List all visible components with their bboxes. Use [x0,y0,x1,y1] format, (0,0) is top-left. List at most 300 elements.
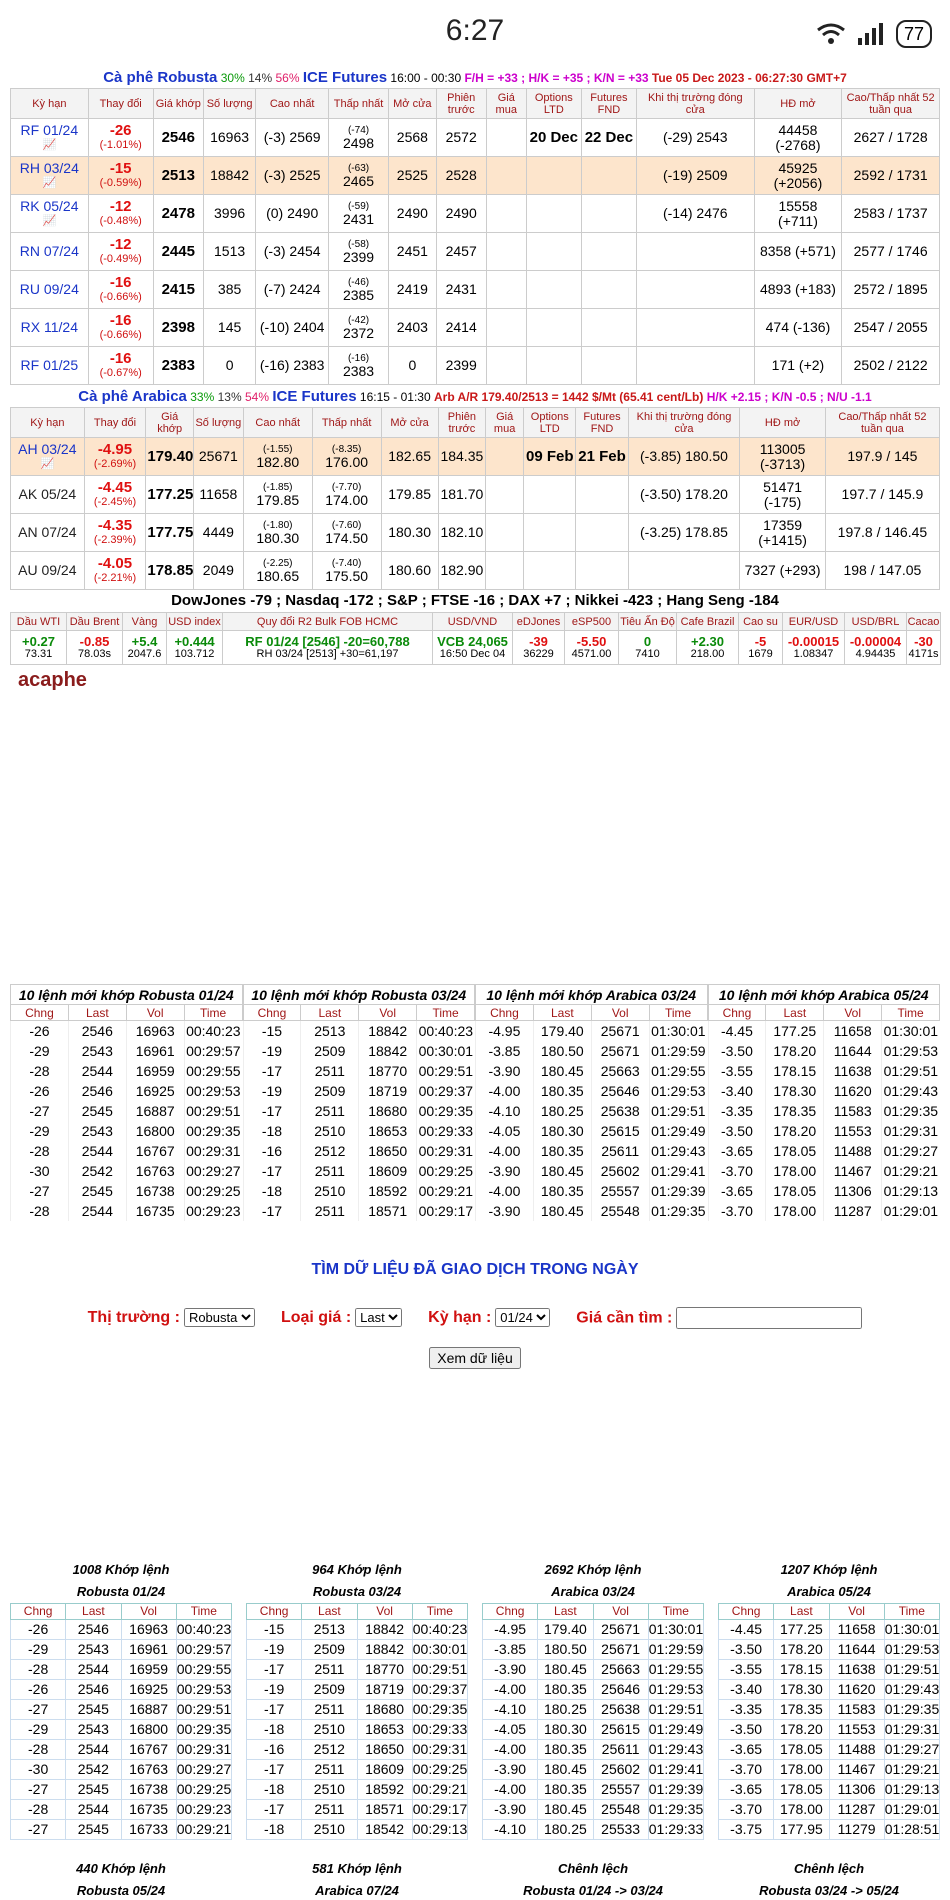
table-row[interactable] [11,552,940,590]
instrument-change: -0.00015 [787,633,840,649]
column-header: Mở cửa [381,408,438,438]
indices-line: DowJones -79 ; Nasdaq -172 ; S&P ; FTSE -16 ; DAX +7 ; Nikkei -423 ; Hang Seng -184 [171,592,779,609]
trade-cell: 2510 [301,1181,359,1201]
trade-cell: 01:30:01 [882,1021,940,1041]
trade-cell: 00:29:23 [186,1202,241,1219]
column-header: USD/VND [433,613,513,631]
change-cell: -16 (-0.66%) [88,271,153,309]
column-header: Khi thị trường đóng cửa [636,89,754,119]
change-pct: (-0.66%) [99,328,142,341]
trade-cell: 01:29:43 [651,1142,706,1159]
view-data-button[interactable]: Xem dữ liệu [429,1347,521,1369]
stats-cell: 11553 [829,1719,884,1739]
column-header: Quy đổi R2 Bulk FOB HCMC [223,613,433,631]
table-row [243,1081,475,1101]
change-value: (-1.85) [263,481,293,493]
instrument-cell[interactable] [565,631,619,665]
trade-cell: 2546 [68,1021,126,1041]
trade-cell: 01:29:49 [651,1122,706,1139]
trade-cell: 00:29:57 [186,1042,241,1059]
change-value: (-63) [347,162,370,174]
open-interest: 15558 (+711) [754,195,842,233]
column-header: Tiêu Ấn Độ [619,613,677,631]
close-value [636,271,754,309]
table-row [11,1819,232,1839]
futures-fnd [581,195,636,233]
change-cell: -15 (-0.59%) [88,157,153,195]
change-cell: -4.45 (-2.45%) [84,476,146,514]
bid [486,514,524,552]
trade-cell: 18609 [359,1161,417,1181]
stats-cell: -3.65 [719,1739,774,1759]
change-pct: (-0.49%) [99,252,142,265]
change-cell: -4.05 (-2.21%) [84,552,146,590]
table-row [708,1141,940,1161]
table-row [483,1659,704,1679]
stats-cell: -4.95 [483,1619,538,1639]
instrument-cell[interactable] [11,631,67,665]
stats-cell: 01:29:53 [648,1681,704,1697]
stats-cell: 18719 [357,1679,412,1699]
instrument-cell[interactable] [123,631,167,665]
stats-cell: 01:29:31 [884,1721,940,1737]
change-cell: -4.35 (-2.39%) [84,514,146,552]
table-row [483,1799,704,1819]
trade-cell: 180.35 [533,1181,591,1201]
trade-cell: -3.85 [476,1041,534,1061]
stats-cell: 180.25 [538,1819,593,1839]
status-bar [0,0,950,68]
trading-hours: 16:00 - 00:30 [390,71,462,85]
contract-cell[interactable] [11,271,89,309]
table-row [11,1639,232,1659]
low [328,157,388,195]
trade-cell: 2512 [301,1141,359,1161]
change-pct: (-0.66%) [99,290,142,303]
close-value: (-19) 2509 [636,157,754,195]
prev: 2399 [436,347,486,385]
trade-cell: 178.20 [766,1121,824,1141]
contract-cell[interactable] [11,514,85,552]
stats-cell: 00:40:23 [412,1621,468,1637]
futures-fnd [581,309,636,347]
stats-table [10,1603,232,1840]
stats-cell: 01:30:01 [648,1621,704,1637]
stats-cell: -3.85 [483,1639,538,1659]
low [312,476,381,514]
table-row[interactable] [11,271,940,309]
trade-cell: 16887 [126,1101,184,1121]
table-row [476,1141,708,1161]
contract-cell[interactable] [11,438,85,476]
instrument-cell[interactable] [167,631,223,665]
stats-cell: -4.10 [483,1699,538,1719]
stats-cell: 2511 [302,1659,357,1679]
trade-cell: 01:29:55 [651,1062,706,1079]
options-ltd: 09 Feb [524,438,576,476]
column-header: Last [301,1005,359,1021]
contract-label: RK 05/24 [20,197,79,214]
trade-table [475,984,708,1221]
stats-cell: 00:29:51 [412,1661,468,1677]
chart-icon[interactable]: 📈 [42,138,57,151]
change-cell: -26 (-1.01%) [88,119,153,157]
contract-label: RF 01/24 [20,121,79,138]
table-row[interactable] [11,195,940,233]
options-ltd: 20 Dec [526,119,581,157]
bid [486,309,526,347]
table-row [476,1081,708,1101]
instrument-price: 73.31 [24,647,53,660]
high: (-3) 2525 [256,157,329,195]
stats-cell: 18650 [357,1739,412,1759]
stats-block [10,1559,232,1840]
close-value: (-3.25) 178.85 [628,514,740,552]
column-header: Chng [708,1005,766,1021]
match-count: 440 Khớp lệnh [76,1860,166,1876]
table-row [11,1619,232,1639]
change-value: (-7.60) [331,519,362,531]
change-value: (-42) [347,314,370,326]
contract-label: RN 07/24 [19,243,79,259]
table-row [719,1619,940,1639]
contract-cell[interactable] [11,476,85,514]
trade-cell: -4.95 [476,1021,534,1041]
table-row [719,1639,940,1659]
instrument-cell[interactable] [677,631,739,665]
change-value: (-16) [347,352,370,364]
table-row[interactable] [11,476,940,514]
stats-cell: -28 [11,1739,66,1759]
table-row [11,1121,243,1141]
contract-cell[interactable] [11,552,85,590]
stats-cell: 16961 [121,1639,176,1659]
price-value: 180.65 [256,567,300,584]
close-value [636,347,754,385]
prev: 2572 [436,119,486,157]
contract-label: RF 01/25 [20,357,79,373]
table-row [708,1061,940,1081]
stats-cell: 11644 [829,1639,884,1659]
instrument-cell[interactable] [513,631,565,665]
trade-cell: 01:29:43 [883,1082,939,1099]
stats-cell: -17 [247,1799,302,1819]
change-cell: -12 (-0.49%) [88,233,153,271]
instrument-change: +0.27 [22,633,55,649]
column-header: Last [774,1603,829,1619]
stats-cell: -28 [11,1799,66,1819]
volume: 2049 [193,552,243,590]
table-row [247,1719,468,1739]
stats-cell: 2509 [302,1679,357,1699]
stats-cell: 11658 [829,1619,884,1639]
stats-cell: 25663 [593,1659,648,1679]
table-row [483,1719,704,1739]
trade-cell: 01:29:21 [883,1162,939,1179]
stats-cell: 01:29:21 [884,1761,940,1777]
trade-cell: -3.65 [708,1181,766,1201]
acaphe-logo[interactable]: acaphe [18,669,87,691]
stats-cell: 11467 [829,1759,884,1779]
instrument-change: 0 [643,633,652,649]
stats-cell: 180.25 [538,1699,593,1719]
pct-neutral: 13% [217,390,242,404]
trade-cell: 178.00 [766,1201,824,1221]
options-ltd [524,476,576,514]
stats-cell: -3.55 [719,1659,774,1679]
trade-cell: 01:29:13 [883,1182,939,1199]
table-row [11,1201,243,1221]
trade-cell: 180.45 [533,1061,591,1081]
table-row [476,1061,708,1081]
stats-cell: 16763 [121,1759,176,1779]
stats-cell: -29 [11,1719,66,1739]
instrument-cell[interactable] [619,631,677,665]
trade-cell: -17 [243,1101,301,1121]
stats-cell: -3.70 [719,1799,774,1819]
column-header: Số lượng [203,89,256,119]
chart-icon[interactable]: 📈 [40,457,55,470]
stats-cell: -18 [247,1719,302,1739]
close-value: (-3.50) 178.20 [628,476,740,514]
prev: 2528 [436,157,486,195]
contract-label: RX 11/24 [20,319,78,335]
stats-cell: 177.25 [774,1619,829,1639]
stats-cell: 01:29:35 [884,1701,940,1717]
stats-cell: -4.00 [483,1679,538,1699]
close-value [628,552,740,590]
trading-hours: 16:15 - 01:30 [359,390,431,404]
stats-cell: 178.30 [774,1679,829,1699]
table-row[interactable] [11,233,940,271]
stats-cell: 18842 [357,1639,412,1659]
table-row [483,1699,704,1719]
table-row [243,1201,475,1221]
table-row[interactable] [11,514,940,552]
trade-cell: -3.90 [476,1201,534,1221]
contract-cell[interactable] [11,157,89,195]
trade-cell: -3.55 [708,1061,766,1081]
trade-cell: 178.20 [766,1041,824,1061]
timestamp: Tue 05 Dec 2023 - 06:27:30 GMT+7 [651,71,847,85]
contract-cell[interactable] [11,119,89,157]
stats-cell: 18609 [357,1759,412,1779]
price-type-label: Loại giá : [280,1309,352,1326]
trade-cell: -4.05 [476,1121,534,1141]
contract-cell[interactable] [11,347,89,385]
column-header: Khi thị trường đóng cửa [628,408,740,438]
trade-cell: 01:29:27 [883,1142,939,1159]
trade-cell: 18842 [359,1021,417,1041]
instrument-cell[interactable] [67,631,123,665]
trade-cell: -3.65 [708,1141,766,1161]
stats-cell: 01:29:27 [884,1741,940,1757]
stats-cell: 2544 [66,1799,121,1819]
table-row[interactable] [11,309,940,347]
instrument-cell[interactable] [433,631,513,665]
trade-cell: 00:29:25 [418,1162,474,1179]
price-type-select[interactable] [355,1308,402,1327]
close-value [636,233,754,271]
stats-cell: 01:29:13 [884,1781,940,1797]
column-header: Futures FND [581,89,636,119]
change-value: (-8.35) [331,443,362,455]
column-header: Kỳ hạn [11,89,89,119]
term-select[interactable] [495,1308,550,1327]
column-header: Time [412,1603,467,1619]
stats-cell: -18 [247,1779,302,1799]
trade-cell: 25611 [591,1141,649,1161]
stats-cell: 00:29:27 [176,1761,232,1777]
high: (-7) 2424 [256,271,329,309]
column-header: Phiên trước [436,89,486,119]
stats-cell: -29 [11,1639,66,1659]
trade-cell: 2511 [301,1201,359,1221]
trade-cell: 178.35 [766,1101,824,1121]
stats-cell: -18 [247,1819,302,1839]
change-cell: -16 (-0.67%) [88,347,153,385]
instrument-price: 1679 [748,647,773,660]
volume: 18842 [203,157,256,195]
low [328,195,388,233]
table-row [247,1739,468,1759]
prev: 181.70 [438,476,486,514]
low [312,514,381,552]
bid [486,157,526,195]
change-pct: (-2.69%) [93,457,137,470]
open-interest: 45925 (+2056) [754,157,842,195]
trade-cell: 00:29:53 [186,1082,241,1099]
range-52w: 2577 / 1746 [842,233,940,271]
table-row[interactable] [11,157,940,195]
instrument-cell[interactable] [739,631,783,665]
table-row [708,1101,940,1121]
stats-cell: 180.35 [538,1679,593,1699]
trade-cell: 25671 [591,1041,649,1061]
stats-cell: 2509 [302,1639,357,1659]
instrument-change: -30 [914,633,933,649]
trade-table-title: 10 lệnh mới khớp Robusta 01/24 [11,985,243,1005]
stats-cell: 11488 [829,1739,884,1759]
stats-cell: 00:29:57 [176,1641,232,1657]
high: (-10) 2404 [256,309,329,347]
trade-cell: -3.40 [708,1081,766,1101]
stats-cell: 25548 [593,1799,648,1819]
contract-name: Robusta 03/24 [312,1583,402,1599]
open: 2525 [389,157,437,195]
table-row [11,1161,243,1181]
stats-block [246,1858,468,1900]
open: 2568 [389,119,437,157]
stats-cell: 18592 [357,1779,412,1799]
term-label: Kỳ hạn : [428,1309,492,1326]
options-ltd [526,195,581,233]
prev: 182.90 [438,552,486,590]
column-header: USD index [167,613,223,631]
stats-cell: 00:29:31 [412,1741,468,1757]
price-search-input[interactable] [676,1307,862,1329]
search-title: TÌM DỮ LIỆU ĐÃ GIAO DỊCH TRONG NGÀY [311,1260,639,1278]
trade-cell: -3.70 [708,1161,766,1181]
chart-icon[interactable]: 📈 [42,176,57,189]
trade-cell: 178.15 [766,1061,824,1081]
stats-cell: 180.35 [538,1779,593,1799]
instrument-cell[interactable] [783,631,845,665]
column-header: Giá mua [486,408,524,438]
stats-cell: 00:29:17 [412,1801,468,1817]
trade-table-title: 10 lệnh mới khớp Robusta 03/24 [243,985,475,1005]
header-row [11,408,940,438]
table-row [11,1699,232,1719]
prev: 184.35 [438,438,486,476]
table-row [708,1181,940,1201]
contract-label: AK 05/24 [18,486,77,502]
contract-cell[interactable] [11,309,89,347]
stats-cell: 16735 [121,1799,176,1819]
instrument-cell[interactable] [223,631,433,665]
column-header: Chng [243,1005,301,1021]
robusta-title[interactable]: Cà phê Robusta [103,69,218,86]
table-row [719,1679,940,1699]
trade-cell: 00:29:31 [186,1142,241,1159]
trade-cell: 18592 [359,1181,417,1201]
trade-cell: 16959 [126,1061,184,1081]
stats-cell: 11638 [829,1659,884,1679]
chart-icon[interactable]: 📈 [42,214,57,227]
price-value: 2465 [342,172,375,189]
table-row [243,1041,475,1061]
instrument-cell[interactable] [907,631,941,665]
spreads: F/H = +33 ; H/K = +35 ; K/N = +33 [464,71,649,85]
change-cell: -4.95 (-2.69%) [84,438,146,476]
stats-cell: 01:29:35 [648,1801,704,1817]
futures-fnd [581,233,636,271]
futures-fnd: 21 Feb [576,438,628,476]
trade-cell: -3.90 [476,1161,534,1181]
column-header: Vàng [123,613,167,631]
trade-cell: 11306 [824,1181,882,1201]
table-row [719,1799,940,1819]
instrument-cell[interactable] [845,631,907,665]
trade-cell: -3.70 [708,1201,766,1221]
market-select[interactable] [184,1308,255,1327]
stats-cell: 16887 [121,1699,176,1719]
futures-fnd [581,157,636,195]
arabica-title[interactable]: Cà phê Arabica [78,388,187,405]
table-row[interactable] [11,347,940,385]
options-ltd [526,233,581,271]
table-row [247,1759,468,1779]
column-header: Last [66,1603,121,1619]
contract-cell[interactable] [11,233,89,271]
trade-cell: 16925 [126,1081,184,1101]
column-header: Chng [247,1603,302,1619]
table-row[interactable] [11,438,940,476]
stats-cell: 16733 [121,1819,176,1839]
trade-table [10,984,243,1221]
trade-cell: 25671 [591,1021,649,1041]
table-row[interactable] [11,119,940,157]
table-row [247,1799,468,1819]
change-value: (-1.80) [263,519,293,531]
instrument-change: +5.4 [131,633,158,649]
stats-cell: 25671 [593,1639,648,1659]
trade-cell: 01:29:53 [651,1082,706,1099]
trade-cell: -3.35 [708,1101,766,1121]
contract-cell[interactable] [11,195,89,233]
robusta-table [10,88,940,385]
stats-cell: 16800 [121,1719,176,1739]
